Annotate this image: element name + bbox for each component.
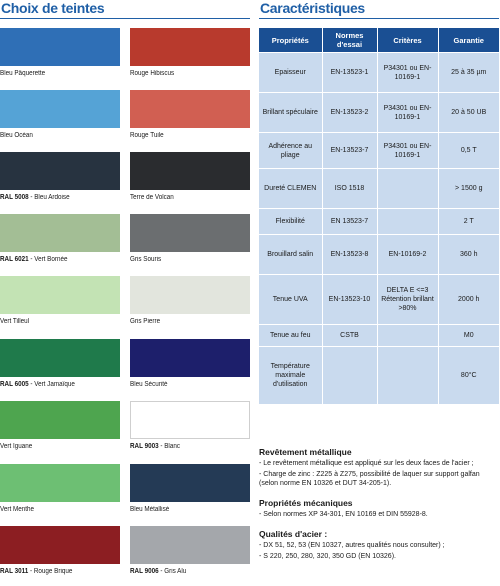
swatch-name: Blanc — [164, 443, 180, 450]
note-line: - Selon normes XP 34-301, EN 10169 et DIN 55928-8. — [259, 511, 428, 518]
swatch-name: Bleu Sécurité — [130, 381, 168, 388]
swatch-name: Terre de Volcan — [130, 194, 174, 201]
swatch-ral-code: RAL 3011 — [0, 568, 29, 575]
swatch-name: Bleu Métallisé — [130, 506, 170, 513]
color-swatch — [0, 152, 120, 202]
swatch-label: RAL 6005 - Vert Jamaïque — [0, 381, 75, 388]
swatch-color-chip — [0, 526, 120, 564]
color-swatch — [130, 90, 250, 140]
table-row — [259, 53, 499, 93]
swatch-color-chip — [0, 339, 120, 377]
swatch-label — [0, 505, 108, 514]
cell-guarantee: 2 T — [438, 209, 499, 235]
swatch-label: RAL 5008 - Bleu Ardoise — [0, 194, 70, 201]
cell-property: Température maximale d'utilisation — [259, 347, 322, 405]
swatch-label — [130, 317, 238, 326]
note-line: - Charge de zinc : Z225 à Z275, possibilité de laquer sur support galfan (selon norme EN 10326 et DUT 34-205-1). — [259, 471, 480, 487]
note-line: - Le revêtement métallique est appliqué sur les deux faces de l'acier ; — [259, 460, 474, 467]
cell-guarantee: 2000 h — [438, 275, 499, 325]
swatch-name: Gris Souris — [130, 256, 162, 263]
color-choice-title: Choix de teintes — [1, 0, 105, 16]
cell-guarantee: 25 à 35 µm — [438, 53, 499, 93]
cell-criteria: P34301 ou EN-10169-1 — [377, 93, 438, 133]
swatch-color-chip — [0, 276, 120, 314]
header-test-standards: Normes d'essai — [322, 28, 377, 53]
table-row — [259, 347, 499, 405]
swatch-label — [130, 380, 238, 389]
swatch-label — [0, 69, 108, 78]
cell-guarantee: > 1500 g — [438, 169, 499, 209]
header-properties: Propriétés — [259, 28, 322, 53]
swatch-label: RAL 9003 - Blanc — [130, 443, 180, 450]
color-swatch — [0, 214, 120, 264]
swatch-name: Vert Bornée — [34, 256, 68, 263]
swatch-color-chip — [130, 90, 250, 128]
swatch-name: Vert Menthe — [0, 506, 34, 513]
swatch-color-chip — [0, 464, 120, 502]
cell-property: Brillant spéculaire — [259, 93, 322, 133]
swatch-name: Gris Pierre — [130, 318, 161, 325]
swatch-color-chip — [130, 28, 250, 66]
swatch-name: Gris Alu — [164, 568, 187, 575]
table-row — [259, 93, 499, 133]
cell-test-standard: EN-13523-2 — [322, 93, 377, 133]
swatch-color-chip — [130, 401, 250, 439]
characteristics-title: Caractéristiques — [260, 0, 365, 16]
table-row — [259, 325, 499, 347]
color-swatch — [0, 276, 120, 326]
swatch-ral-code: RAL 5008 — [0, 194, 29, 201]
color-swatch — [130, 276, 250, 326]
cell-guarantee: 360 h — [438, 235, 499, 275]
swatch-name: Rouge Hibiscus — [130, 70, 175, 77]
cell-guarantee: 0,5 T — [438, 133, 499, 169]
swatch-label — [0, 317, 108, 326]
note-group — [259, 498, 499, 519]
table-row — [259, 169, 499, 209]
color-swatch — [130, 401, 250, 451]
color-swatch — [130, 339, 250, 389]
note-heading: Propriétés mécaniques — [259, 498, 353, 508]
color-swatch — [0, 28, 120, 78]
header-criteria: Critères — [377, 28, 438, 53]
swatch-name: Bleu Pâquerette — [0, 70, 46, 77]
swatch-color-chip — [0, 90, 120, 128]
swatch-label — [0, 442, 108, 451]
cell-criteria — [377, 169, 438, 209]
color-swatch — [130, 214, 250, 264]
swatch-name: Vert Iguane — [0, 443, 33, 450]
swatch-color-chip — [0, 28, 120, 66]
cell-guarantee: M0 — [438, 325, 499, 347]
swatch-color-chip — [130, 526, 250, 564]
cell-criteria: P34301 ou EN-10169-1 — [377, 53, 438, 93]
swatch-name: Rouge Brique — [33, 568, 73, 575]
notes-section — [259, 447, 499, 571]
swatch-label — [130, 131, 238, 140]
swatch-color-chip — [0, 214, 120, 252]
swatch-label — [130, 193, 238, 202]
color-swatch — [130, 152, 250, 202]
swatch-color-chip — [130, 276, 250, 314]
swatch-name: Vert Tilleul — [0, 318, 30, 325]
cell-property: Brouillard salin — [259, 235, 322, 275]
cell-guarantee: 80°C — [438, 347, 499, 405]
cell-test-standard: EN 13523-7 — [322, 209, 377, 235]
swatch-color-chip — [130, 464, 250, 502]
cell-criteria: P34301 ou EN-10169-1 — [377, 133, 438, 169]
cell-property: Tenue au feu — [259, 325, 322, 347]
table-row — [259, 209, 499, 235]
cell-property: Epaisseur — [259, 53, 322, 93]
note-heading: Qualités d'acier : — [259, 529, 328, 539]
cell-criteria — [377, 325, 438, 347]
color-swatch — [0, 90, 120, 140]
characteristics-table — [259, 28, 499, 404]
cell-property: Flexibilité — [259, 209, 322, 235]
cell-property: Adhérence au pliage — [259, 133, 322, 169]
swatch-label: RAL 6021 - Vert Bornée — [0, 256, 68, 263]
swatch-ral-code: RAL 9006 — [130, 568, 159, 575]
cell-guarantee: 20 à 50 UB — [438, 93, 499, 133]
cell-property: Dureté CLEMEN — [259, 169, 322, 209]
note-group — [259, 529, 499, 561]
cell-test-standard: EN-13523-1 — [322, 53, 377, 93]
characteristics-rule — [259, 18, 499, 19]
color-swatch — [0, 526, 120, 576]
cell-criteria: EN-10169-2 — [377, 235, 438, 275]
swatch-ral-code: RAL 6005 — [0, 381, 29, 388]
color-swatch — [130, 526, 250, 576]
table-header-row — [259, 28, 499, 53]
swatch-color-chip — [130, 339, 250, 377]
cell-criteria — [377, 209, 438, 235]
color-swatch — [0, 339, 120, 389]
swatch-name: Rouge Tuile — [130, 132, 164, 139]
header-guarantee: Garantie — [438, 28, 499, 53]
color-swatch — [130, 464, 250, 514]
cell-criteria — [377, 347, 438, 405]
table-row — [259, 133, 499, 169]
table-row — [259, 275, 499, 325]
cell-test-standard: EN-13523-7 — [322, 133, 377, 169]
note-group — [259, 447, 499, 488]
swatch-label — [130, 505, 238, 514]
cell-property: Tenue UVA — [259, 275, 322, 325]
table-row — [259, 235, 499, 275]
color-swatch — [0, 464, 120, 514]
swatch-label — [0, 131, 108, 140]
swatch-label: RAL 3011 - Rouge Brique — [0, 568, 73, 575]
color-swatch — [0, 401, 120, 451]
swatch-label — [130, 69, 238, 78]
swatch-ral-code: RAL 6021 — [0, 256, 29, 263]
swatch-color-chip — [130, 214, 250, 252]
cell-test-standard: EN-13523-10 — [322, 275, 377, 325]
cell-test-standard: EN-13523-8 — [322, 235, 377, 275]
note-heading: Revêtement métallique — [259, 447, 352, 457]
swatch-label — [130, 255, 238, 264]
cell-test-standard: ISO 1518 — [322, 169, 377, 209]
cell-criteria: DELTA E <=3 Rétention brillant >80% — [377, 275, 438, 325]
color-swatch — [130, 28, 250, 78]
swatch-label: RAL 9006 - Gris Alu — [130, 568, 187, 575]
swatch-ral-code: RAL 9003 — [130, 443, 159, 450]
swatch-name: Vert Jamaïque — [34, 381, 75, 388]
cell-test-standard — [322, 347, 377, 405]
swatch-name: Bleu Ardoise — [34, 194, 70, 201]
cell-test-standard: CSTB — [322, 325, 377, 347]
swatch-color-chip — [0, 401, 120, 439]
note-line: - S 220, 250, 280, 320, 350 GD (EN 10326). — [259, 553, 396, 560]
swatch-grid — [0, 28, 252, 586]
color-choice-rule — [0, 18, 250, 19]
swatch-name: Bleu Océan — [0, 132, 33, 139]
swatch-color-chip — [130, 152, 250, 190]
swatch-color-chip — [0, 152, 120, 190]
note-line: - DX 51, 52, 53 (EN 10327, autres qualités nous consulter) ; — [259, 542, 445, 549]
